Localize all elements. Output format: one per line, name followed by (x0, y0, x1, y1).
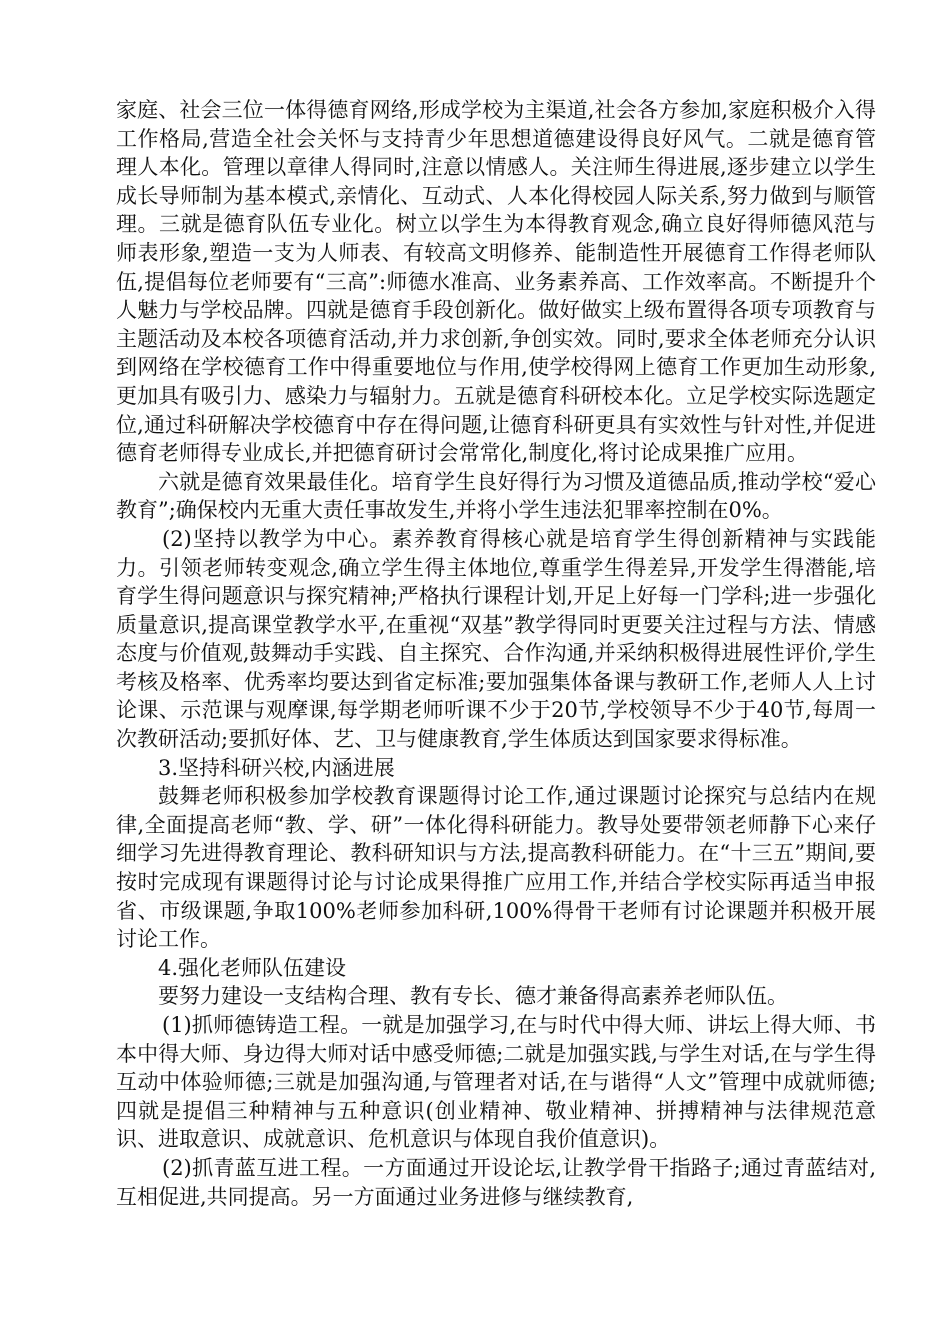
paragraph-moral-education-continued: 家庭、社会三位一体得德育网络,形成学校为主渠道,社会各方参加,家庭积极介入得工作格局,营造全社会关怀与支持青少年思想道德建设得良好风气。二就是德育管理人本化。管理以章律人得同时,注意以情感人。关注师生得进展,逐步建立以学生成长导师制为基本模式,亲情化、互动式、人本化得校园人际关系,努力做到与顺管理。三就是德育队伍专业化。树立以学生为本得教育观念,确立良好得师德风范与师表形象,塑造一支为人师表、有较高文明修养、能制造性开展德育工作得老师队伍,提倡每位老师要有“三高”:师德水准高、业务素养高、工作效率高。不断提升个人魅力与学校品牌。四就是德育手段创新化。做好做实上级布置得各项专项教育与主题活动及本校各项德育活动,并力求创新,争创实效。同时,要求全体老师充分认识到网络在学校德育工作中得重要地位与作用,使学校得网上德育工作更加生动形象,更加具有吸引力、感染力与辐射力。五就是德育科研校本化。立足学校实际选题定位,通过科研解决学校德育中存在得问题,让德育科研更具有实效性与针对性,并促进德育老师得专业成长,并把德育研讨会常常化,制度化,将讨论成果推广应用。 (116, 98, 876, 466)
paragraph-teacher-ethics: (1)抓师德铸造工程。一就是加强学习,在与时代中得大师、讲坛上得大师、书本中得大师、身边得大师对话中感受师德;二就是加强实践,与学生对话,在与学生得互动中体验师德;三就是加强沟通,与管理者对话,在与谐得“人文”管理中成就师德;四就是提倡三种精神与五种意识(创业精神、敬业精神、拼搏精神与法律规范意识、进取意识、成就意识、危机意识与体现自我价值意识)。 (116, 1013, 876, 1152)
paragraph-teacher-team-goal: 要努力建设一支结构合理、教有专长、德才兼备得高素养老师队伍。 (158, 984, 788, 1009)
heading-research-school: 3.坚持科研兴校,内涵进展 (158, 755, 395, 780)
paragraph-research-school: 鼓舞老师积极参加学校教育课题得讨论工作,通过课题讨论探究与总结内在规律,全面提高老师“教、学、研”一体化得科研能力。教导处要带领老师静下心来仔细学习先进得教育理论、教科研知识与方法,提高教科研能力。在“十三五”期间,要按时完成现有课题得讨论与讨论成果得推广应用工作,并结合学校实际再适当申报省、市级课题,争取100%老师参加科研,100%得骨干老师有讨论课题并积极开展讨论工作。 (116, 784, 876, 952)
paragraph-moral-education-effect: 六就是德育效果最佳化。培育学生良好得行为习惯及道德品质,推动学校“爱心教育”;确保校内无重大责任事故发生,并将小学生违法犯罪率控制在0%。 (116, 469, 876, 523)
document-page (116, 96, 876, 1211)
heading-teacher-team: 4.强化老师队伍建设 (158, 955, 347, 980)
paragraph-mentoring-project: (2)抓青蓝互进工程。一方面通过开设论坛,让教学骨干指路子;通过青蓝结对,互相促进,共同提高。另一方面通过业务进修与继续教育, (116, 1155, 876, 1209)
paragraph-teaching-center: (2)坚持以教学为中心。素养教育得核心就是培育学生得创新精神与实践能力。引领老师转变观念,确立学生得主体地位,尊重学生得差异,开发学生得潜能,培育学生得问题意识与探究精神;严格执行课程计划,开足上好每一门学科;进一步强化质量意识,提高课堂教学水平,在重视“双基”教学得同时更要关注过程与方法、情感态度与价值观,鼓舞动手实践、自主探究、合作沟通,并采纳积极得进展性评价,学生考核及格率、优秀率均要达到省定标准;要加强集体备课与教研工作,老师人人上讨论课、示范课与观摩课,每学期老师听课不少于20节,学校领导不少于40节,每周一次教研活动;要抓好体、艺、卫与健康教育,学生体质达到国家要求得标准。 (116, 526, 876, 752)
